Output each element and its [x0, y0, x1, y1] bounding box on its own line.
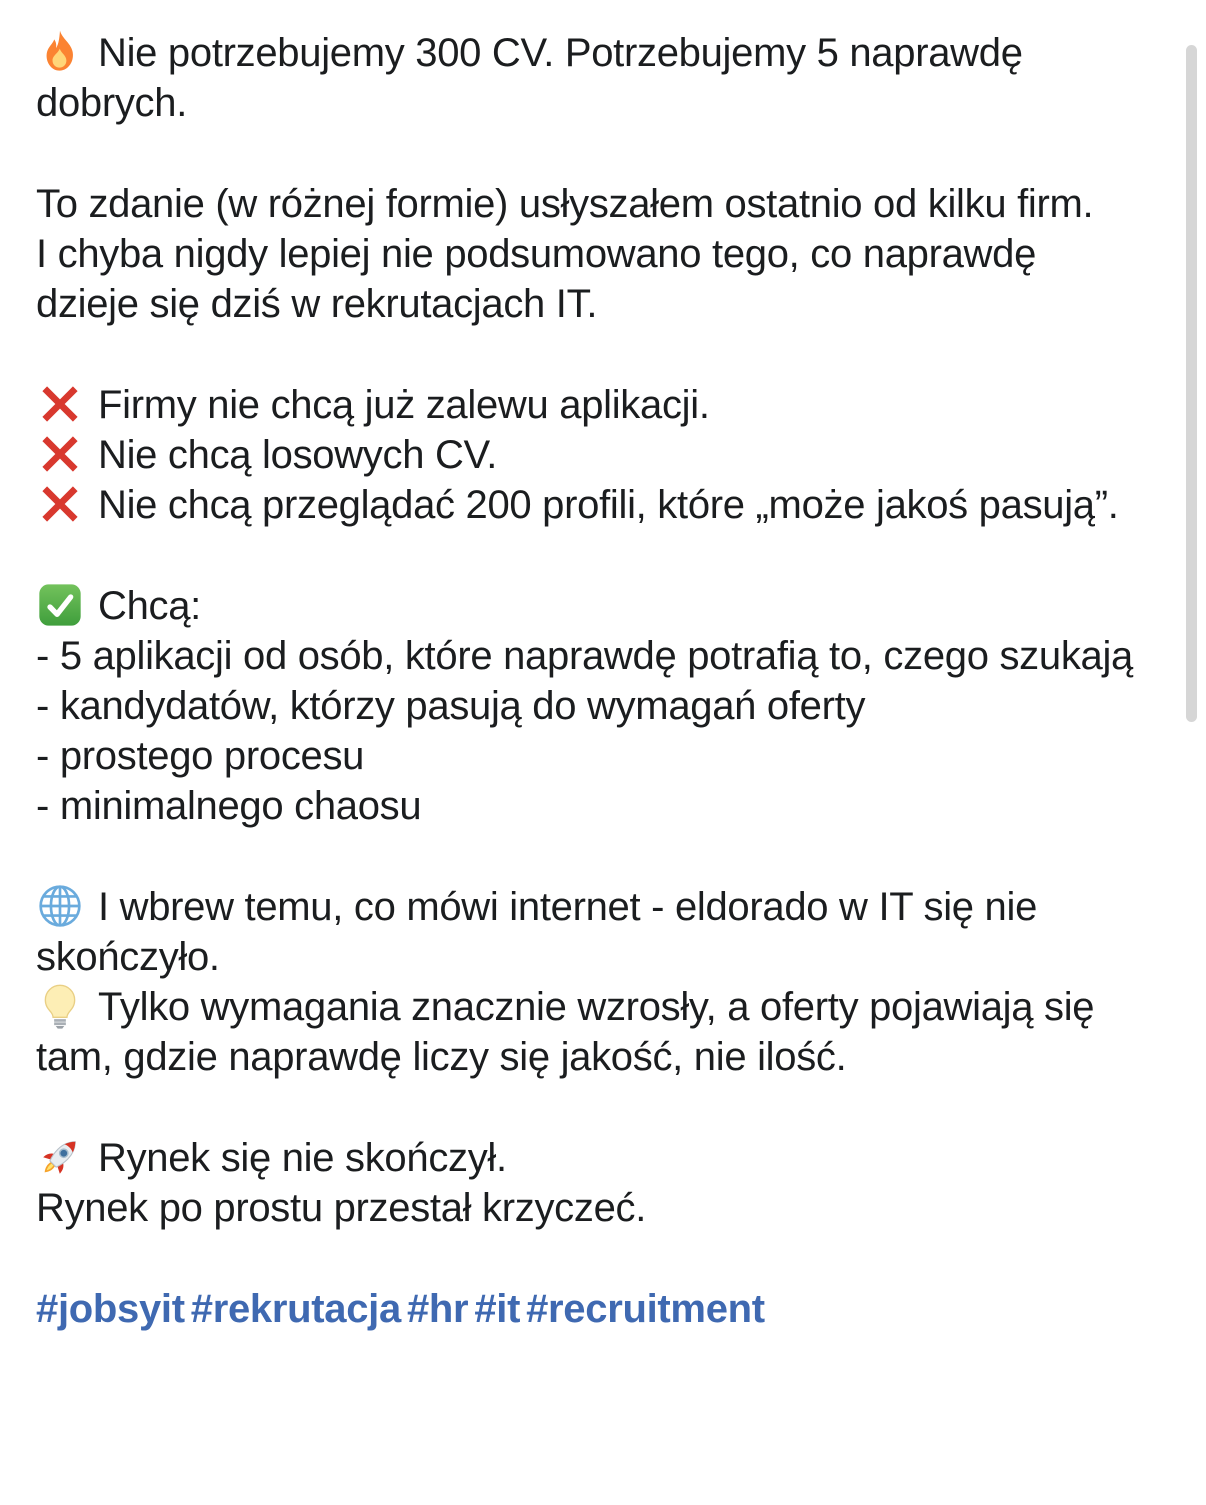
post-line	[36, 480, 1142, 530]
post-line	[36, 781, 1142, 831]
post-line-text: Nie chcą przeglądać 200 profili, które „może jakoś pasują”.	[98, 483, 1119, 527]
post-line-text: Rynek po prostu przestał krzyczeć.	[36, 1186, 647, 1230]
post-line-text: - minimalnego chaosu	[36, 784, 422, 828]
hashtag-link[interactable]: #rekrutacja	[190, 1287, 401, 1331]
post-line-text: Nie chcą losowych CV.	[98, 433, 498, 477]
post-paragraph	[36, 179, 1142, 329]
check-mark-icon	[36, 581, 84, 629]
hashtags-row	[36, 1284, 1142, 1334]
post-line	[36, 631, 1142, 681]
post-line	[36, 681, 1142, 731]
post-line-text: To zdanie (w różnej formie) usłyszałem ostatnio od kilku firm.	[36, 182, 1094, 226]
post-line	[36, 179, 1142, 229]
post-line-text: - kandydatów, którzy pasują do wymagań oferty	[36, 684, 866, 728]
post-line	[36, 28, 1142, 128]
post-line-text: I wbrew temu, co mówi internet - eldorado w IT się nie skończyło.	[36, 885, 1038, 979]
post-line-text: Nie potrzebujemy 300 CV. Potrzebujemy 5 naprawdę dobrych.	[36, 31, 1023, 125]
hashtag-link[interactable]: #hr	[406, 1287, 469, 1331]
post-line-text: - 5 aplikacji od osób, które naprawdę potrafią to, czego szukają	[36, 634, 1133, 678]
post-line	[36, 380, 1142, 430]
post-paragraph	[36, 1133, 1142, 1233]
cross-mark-icon	[36, 430, 84, 478]
post-line-text: - prostego procesu	[36, 734, 365, 778]
post-line	[36, 430, 1142, 480]
cross-mark-icon	[36, 480, 84, 528]
post-paragraph	[36, 28, 1142, 128]
post-line-text: Chcą:	[98, 584, 201, 628]
post-paragraph	[36, 380, 1142, 530]
post-line-text: Firmy nie chcą już zalewu aplikacji.	[98, 383, 710, 427]
fire-icon	[36, 28, 84, 76]
post-paragraph	[36, 581, 1142, 831]
post-line	[36, 982, 1142, 1082]
hashtag-link[interactable]: #it	[474, 1287, 521, 1331]
post-line	[36, 1133, 1142, 1183]
hashtag-link[interactable]: #recruitment	[526, 1287, 765, 1331]
hashtag-link[interactable]: #jobsyit	[36, 1287, 185, 1331]
globe-icon	[36, 882, 84, 930]
scrollbar-thumb[interactable]	[1186, 45, 1197, 722]
post-line	[36, 229, 1142, 329]
cross-mark-icon	[36, 380, 84, 428]
light-bulb-icon	[36, 982, 84, 1030]
post-line-text: Rynek się nie skończył.	[98, 1136, 507, 1180]
post-line	[36, 581, 1142, 631]
post-line	[36, 882, 1142, 982]
post-line	[36, 731, 1142, 781]
post-line-text: Tylko wymagania znacznie wzrosły, a oferty pojawiają się tam, gdzie naprawdę liczy się jakość, nie ilość.	[36, 985, 1095, 1079]
rocket-icon	[36, 1133, 84, 1181]
post-line	[36, 1183, 1142, 1233]
post-paragraph	[36, 882, 1142, 1082]
post-line-text: I chyba nigdy lepiej nie podsumowano tego, co naprawdę dzieje się dziś w rekrutacjach IT.	[36, 232, 1037, 326]
post-content	[36, 28, 1142, 1233]
